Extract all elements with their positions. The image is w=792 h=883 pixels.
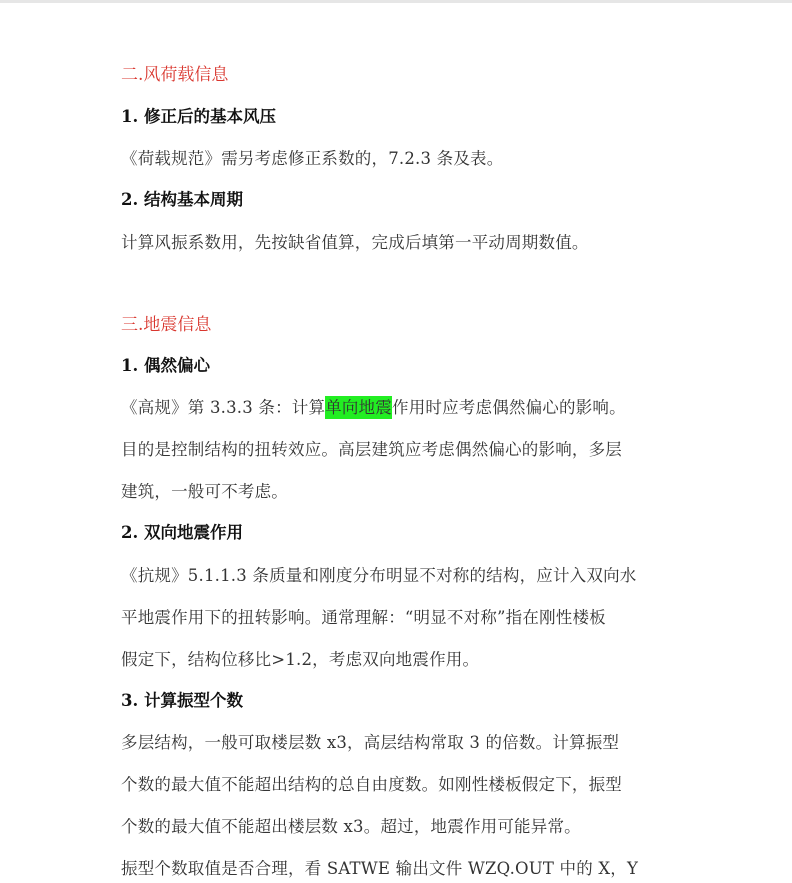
text-span: 《高规》第 3.3.3 条：计算: [121, 398, 326, 417]
paragraph-bidirectional-line2: 平地震作用下的扭转影响。通常理解：“明显不对称”指在刚性楼板: [121, 608, 606, 627]
top-divider: [0, 0, 792, 3]
paragraph-eccentricity-line1: [121, 394, 626, 418]
section-title-seismic: 三.地震信息: [121, 315, 212, 335]
subheading-basic-wind-pressure: 1. 修正后的基本风压: [121, 107, 276, 126]
highlighted-text: 单向地震: [325, 398, 392, 417]
subheading-accidental-eccentricity: 1. 偶然偏心: [121, 356, 210, 375]
paragraph-eccentricity-line3: 建筑，一般可不考虑。: [121, 482, 288, 501]
paragraph-wind-pressure: 《荷载规范》需另考虑修正系数的，7.2.3 条及表。: [121, 149, 504, 168]
paragraph-bidirectional-line3: 假定下，结构位移比>1.2，考虑双向地震作用。: [121, 650, 480, 669]
section-title-wind: 二.风荷载信息: [121, 65, 229, 85]
text-span: 作用时应考虑偶然偏心的影响。: [392, 398, 626, 417]
paragraph-structure-period: 计算风振系数用，先按缺省值算，完成后填第一平动周期数值。: [121, 233, 589, 252]
paragraph-mode-count-line3: 个数的最大值不能超出楼层数 x3。超过，地震作用可能异常。: [121, 817, 581, 836]
paragraph-bidirectional-line1: 《抗规》5.1.1.3 条质量和刚度分布明显不对称的结构，应计入双向水: [121, 566, 637, 585]
subheading-mode-count: 3. 计算振型个数: [121, 691, 243, 710]
subheading-bidirectional-seismic: 2. 双向地震作用: [121, 523, 243, 542]
paragraph-mode-count-line1: 多层结构，一般可取楼层数 x3，高层结构常取 3 的倍数。计算振型: [121, 733, 620, 752]
paragraph-eccentricity-line2: 目的是控制结构的扭转效应。高层建筑应考虑偶然偏心的影响，多层: [121, 440, 622, 459]
subheading-structure-period: 2. 结构基本周期: [121, 190, 243, 209]
paragraph-mode-count-line2: 个数的最大值不能超出结构的总自由度数。如刚性楼板假定下，振型: [121, 775, 622, 794]
paragraph-mode-check-line1: 振型个数取值是否合理，看 SATWE 输出文件 WZQ.OUT 中的 X，Y: [121, 859, 639, 878]
